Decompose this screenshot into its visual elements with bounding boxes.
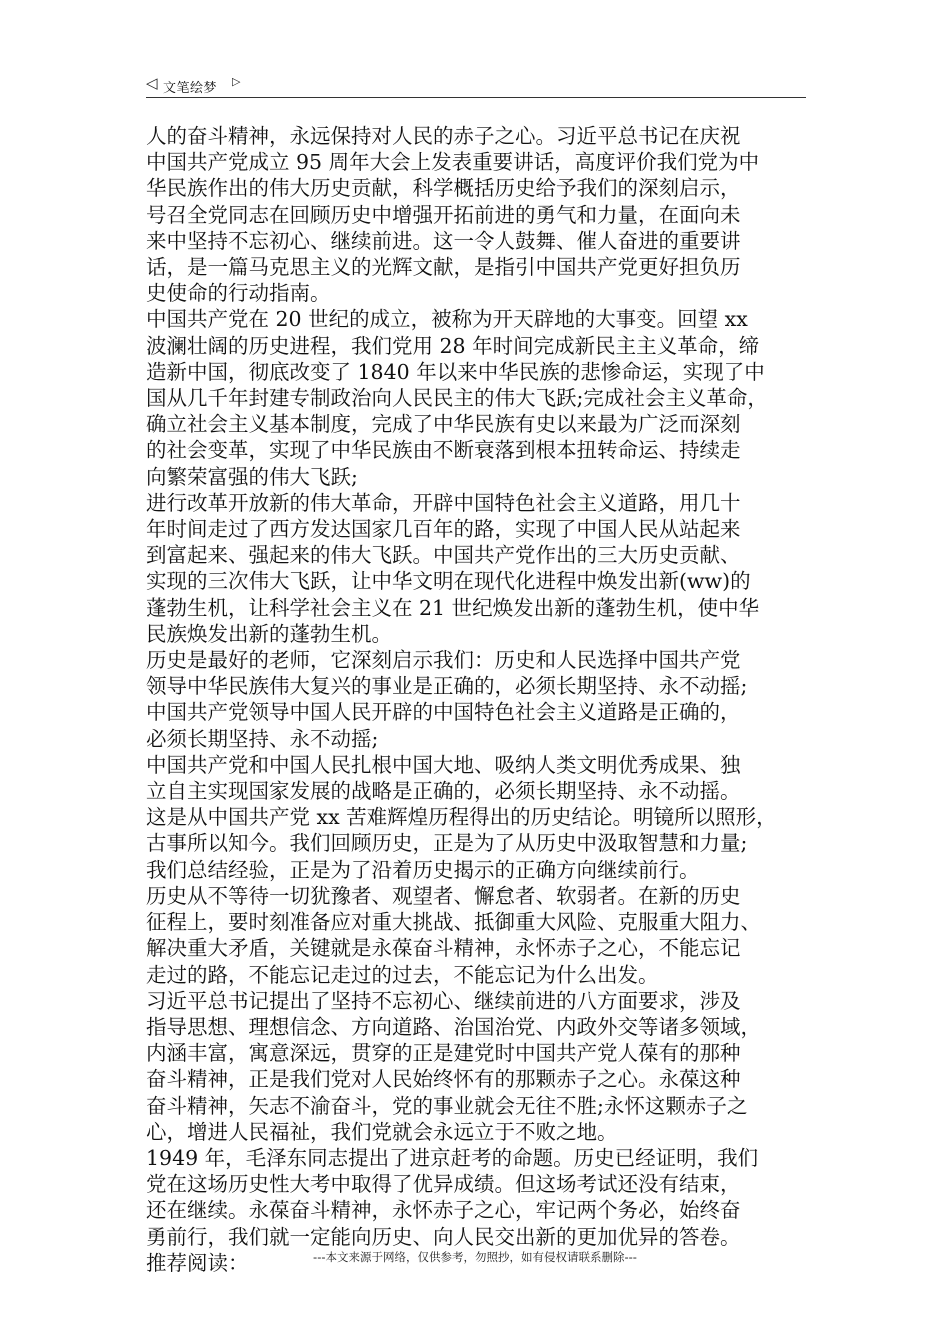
page-header — [146, 72, 806, 97]
paragraph: 中国共产党在 20 世纪的成立，被称为开天辟地的大事变。回望 xx 波澜壮阔的历史进程，我们党用 28 年时间完成新民主主义革命，缔 造新中国，彻底改变了 1840 年以来中华民族的悲惨命运，实现了中 国从几千年封建专制政治向人民民主的伟大飞跃;完成社会主义革命， 确立社会主义基本制度，完成了中华民族有史以来最为广泛而深刻 的社会变革，实现了中华民族由不断衰落到根本扭转命运、持续走 向繁荣富强的伟大飞跃; — [146, 307, 768, 489]
triangle-right-icon: ▷ — [232, 75, 241, 88]
paragraph: 历史是最好的老师，它深刻启示我们：历史和人民选择中国共产党 领导中华民族伟大复兴的事业是正确的，必须长期坚持、永不动摇; 中国共产党领导中国人民开辟的中国特色社会主义道路是正确的， 必须长期坚持、永不动摇; — [146, 648, 748, 751]
triangle-left-icon: ◁ — [146, 74, 158, 92]
paragraph: 中国共产党和中国人民扎根中国大地、吸纳人类文明优秀成果、独 立自主实现国家发展的战略是正确的，必须长期坚持、永不动摇。 这是从中国共产党 xx 苦难辉煌历程得出的历史结论。明镜所以照形， 古事所以知今。我们回顾历史，正是为了从历史中汲取智慧和力量; 我们总结经验，正是为了沿着历史揭示的正确方向继续前行。 — [146, 752, 777, 882]
paragraph: 人的奋斗精神，永远保持对人民的赤子之心。习近平总书记在庆祝 中国共产党成立 95 周年大会上发表重要讲话，高度评价我们党为中 华民族作出的伟大历史贡献，科学概括历史给予我们的深刻启示， 号召全党同志在回顾历史中增强开拓前进的勇气和力量，在面向未 来中坚持不忘初心、继续前进。这一令人鼓舞、催人奋进的重要讲 话，是一篇马克思主义的光辉文献，是指引中国共产党更好担负历 史使命的行动指南。 — [146, 124, 760, 306]
header-title: 文笔绘梦 — [163, 81, 218, 96]
paragraph: 1949 年，毛泽东同志提出了进京赶考的命题。历史已经证明，我们 党在这场历史性大考中取得了优异成绩。但这场考试还没有结束， 还在继续。永葆奋斗精神，永怀赤子之心，牢记两个务必，始终奋 勇前行，我们就一定能向历史、向人民交出新的更加优异的答卷。 — [146, 1145, 759, 1249]
paragraph: 进行改革开放新的伟大革命，开辟中国特色社会主义道路，用几十 年时间走过了西方发达国家几百年的路，实现了中国人民从站起来 到富起来、强起来的伟大飞跃。中国共产党作出的三大历史贡献、 实现的三次伟大飞跃，让中华文明在现代化进程中焕发出新(ww)的 蓬勃生机，让科学社会主义在 21 世纪焕发出新的蓬勃生机，使中华 民族焕发出新的蓬勃生机。 — [146, 490, 760, 646]
paragraph: 习近平总书记提出了坚持不忘初心、继续前进的八方面要求，涉及 指导思想、理想信念、方向道路、治国治党、内政外交等诸多领域， 内涵丰富，寓意深远，贯穿的正是建党时中国共产党人葆有的那种 奋斗精神，正是我们党对人民始终怀有的那颗赤子之心。永葆这种 奋斗精神，矢志不渝奋斗，党的事业就会无往不胜;永怀这颗赤子之 心，增进人民福祉，我们党就会永远立于不败之地。 — [146, 988, 761, 1144]
page-footer-disclaimer: ---本文来源于网络，仅供参考，勿照抄，如有侵权请联系删除--- — [313, 1250, 637, 1264]
document-body — [146, 123, 811, 1276]
recommended-reading-label: 推荐阅读： — [146, 1250, 249, 1275]
paragraph: 历史从不等待一切犹豫者、观望者、懈怠者、软弱者。在新的历史 征程上，要时刻准备应对重大挑战、抵御重大风险、克服重大阻力、 解决重大矛盾，关键就是永葆奋斗精神，永怀赤子之心，不能忘记 走过的路，不能忘记走过的过去，不能忘记为什么出发。 — [146, 883, 761, 987]
header-divider — [146, 97, 806, 98]
